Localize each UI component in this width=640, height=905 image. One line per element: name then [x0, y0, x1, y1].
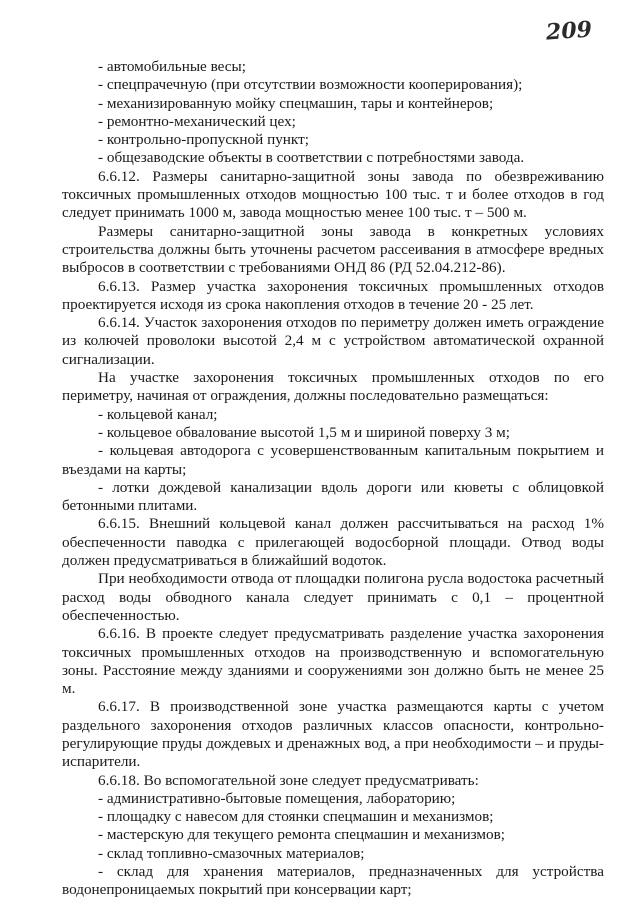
paragraph-6-6-13: 6.6.13. Размер участка захоронения токсичных промышленных отходов проектируется исходя из срока накопления отходов в течение 20 - 25 лет.: [62, 277, 604, 313]
list-item: - контрольно-пропускной пункт;: [98, 131, 309, 149]
list-item: - ремонтно-механический цех;: [98, 112, 296, 130]
document-body: [62, 58, 604, 900]
paragraph-6-6-12: 6.6.12. Размеры санитарно-защитной зоны завода по обезвреживанию токсичных промышленных отходов мощностью 100 тыс. т и более отходов в год следует принимать 1000 м, завода мощностью менее 100 тыс. т – 500 м.: [62, 167, 604, 222]
page-number: 209: [545, 16, 593, 46]
paragraph: Размеры санитарно-защитной зоны завода в конкретных условиях строительства должны быть уточнены расчетом рассеивания в атмосфере вредных выбросов в соответствии с требованиями ОНД 86 (РД 52.04.212-86).: [62, 222, 604, 277]
paragraph: При необходимости отвода от площадки полигона русла водостока расчетный расход воды обводного канала следует принимать с 0,1 – процентной обеспеченностью.: [62, 570, 604, 624]
list-item: - механизированную мойку спецмашин, тары и контейнеров;: [98, 94, 494, 112]
paragraph-6-6-17: 6.6.17. В производственной зоне участка размещаются карты с учетом раздельного захоронения отходов различных классов опасности, контрольно-регулирующие пруды дождевых и дренажных вод, а при необходимости – и пруды-испарители.: [62, 698, 604, 771]
paragraph-6-6-15: 6.6.15. Внешний кольцевой канал должен рассчитываться на расход 1% обеспеченности паводка с прилегающей водосборной площади. Отвод воды должен предусматриваться в ближайший водоток.: [62, 515, 604, 570]
list-item: - кольцевая автодорога с усовершенствованным капитальным покрытием и въездами на карты;: [62, 442, 604, 478]
paragraph-6-6-16: 6.6.16. В проекте следует предусматривать разделение участка захоронения токсичных промышленных отходов на производственную и вспомогательную зоны. Расстояние между зданиями и сооружениями зон должно быть не менее 25 м.: [62, 625, 604, 698]
list-item: - автомобильные весы;: [98, 58, 246, 75]
list-item: - лотки дождевой канализации вдоль дороги или кюветы с облицовкой бетонными плитами.: [62, 478, 604, 515]
list-item: - кольцевой канал;: [98, 405, 218, 423]
list-item: - мастерскую для текущего ремонта спецмашин и механизмов;: [98, 826, 505, 844]
list-item: - площадку с навесом для стоянки спецмашин и механизмов;: [98, 808, 494, 826]
list-item: - склад топливно-смазочных материалов;: [98, 844, 365, 862]
paragraph-6-6-14: 6.6.14. Участок захоронения отходов по периметру должен иметь ограждение из колючей проволоки высотой 2,4 м с устройством автоматической охранной сигнализации.: [62, 314, 604, 368]
list-item: - общезаводские объекты в соответствии с потребностями завода.: [98, 149, 525, 167]
list-item: - склад для хранения материалов, предназначенных для устройства водонепроницаемых покрытий при консервации карт;: [62, 863, 604, 899]
paragraph: На участке захоронения токсичных промышленных отходов по его периметру, начиная от ограждения, должны последовательно размещаться:: [62, 369, 604, 405]
list-item: - кольцевое обвалование высотой 1,5 м и шириной поверху 3 м;: [98, 423, 510, 441]
list-item: - спецпрачечную (при отсутствии возможности кооперирования);: [98, 76, 523, 94]
paragraph-6-6-18: 6.6.18. Во вспомогательной зоне следует предусматривать:: [98, 771, 479, 789]
list-item: - административно-бытовые помещения, лабораторию;: [98, 789, 456, 807]
